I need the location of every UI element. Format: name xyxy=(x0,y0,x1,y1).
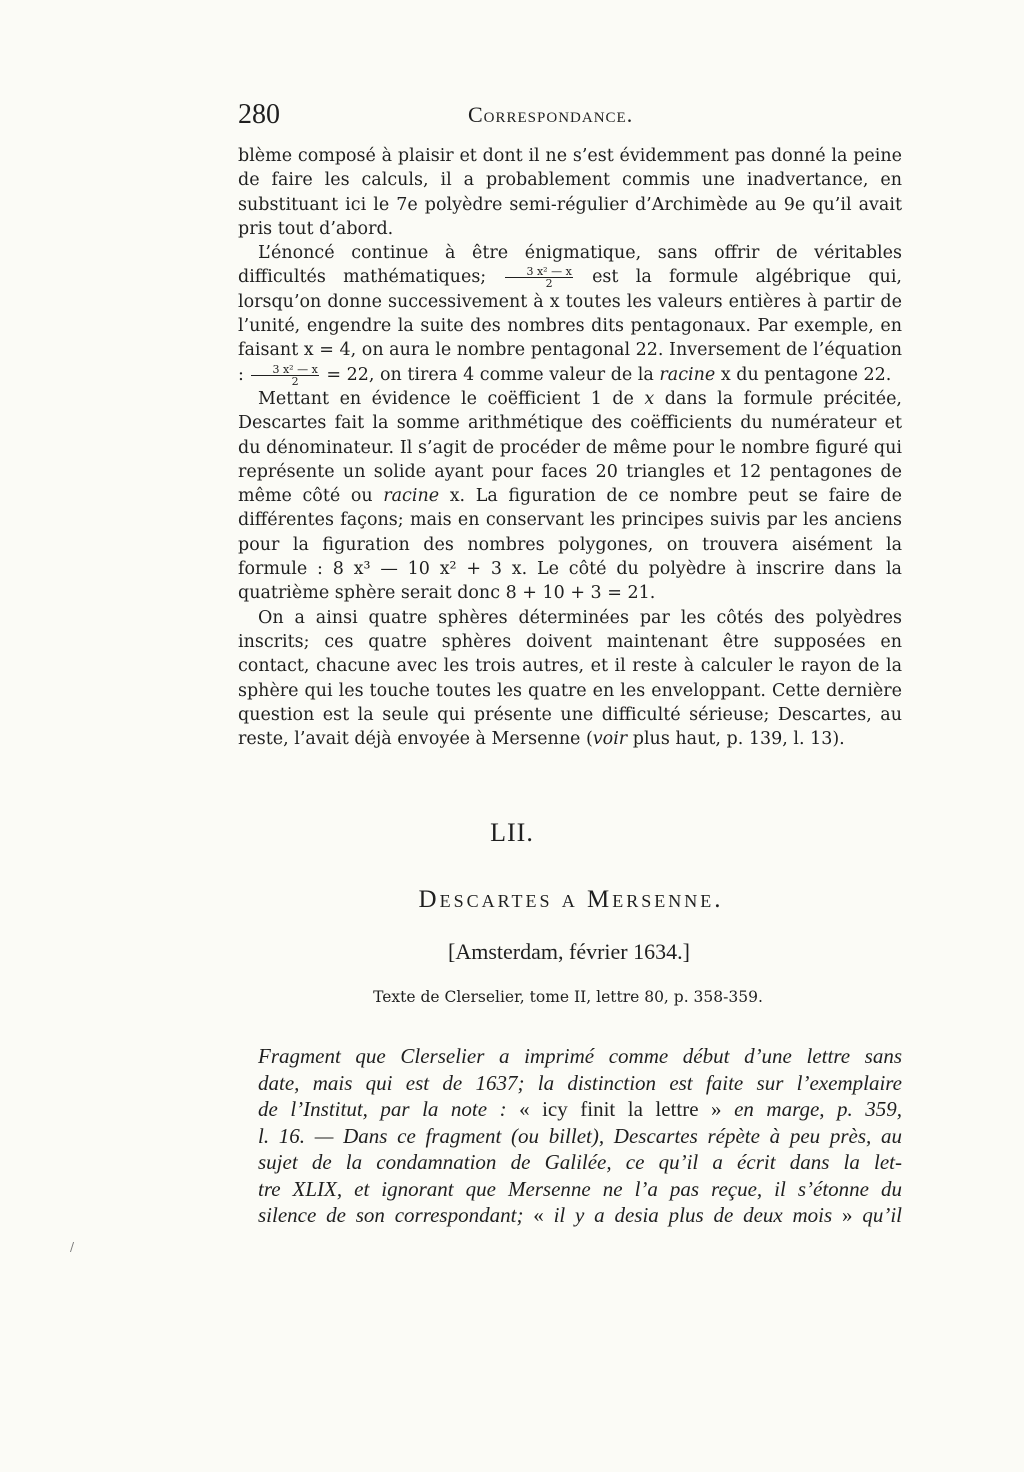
quoted-marginal-note: « icy finit la lettre » xyxy=(519,1097,722,1121)
word-voir: voir xyxy=(592,729,628,750)
paragraph-2-text-b: est la formule algébrique qui, lorsqu’on donne successivement à x toutes les valeurs entières à partir de l’unité, engendre la suite des nombres dits pentagonaux. Par exemple, en faisant x = 4, on aura le nombre pentagonal 22. Inversement de l’équation : xyxy=(238,267,902,385)
fraction-formula-2 xyxy=(251,364,318,387)
intro-line-2-text: date, mais qui est de 1637; la distinction est faite sur l’exemplaire xyxy=(258,1070,902,1095)
fraction-2-denominator: 2 xyxy=(291,374,299,388)
paragraph-4 xyxy=(238,606,902,752)
intro-line: sujet de la condamnation de Galilée, ce qu’il a écrit dans la let- xyxy=(258,1150,902,1174)
intro-line-7-a: silence de son correspondant; xyxy=(258,1203,524,1227)
paragraph-3-text-a: Mettant en évidence le coëfficient 1 de xyxy=(258,388,634,409)
intro-line-7-e: qu’il xyxy=(862,1203,902,1227)
paragraph-1 xyxy=(238,144,902,241)
paragraph-2 xyxy=(238,241,902,387)
paragraph-2-text-c: = 22, on tirera 4 comme valeur de la xyxy=(326,364,654,385)
open-quote: « xyxy=(533,1203,544,1227)
paragraph-4-text-a: On a ainsi quatre sphères déterminées par les côtés des polyèdres inscrits; ces quatre sphères doivent maintenant être supposées en contact, chacune avec les trois autres, et il reste à calculer le rayon de la sphère qui les touche toutes les quatre en les enveloppant. Cette dernière question est la seule qui présente une difficulté sérieuse; Descartes, au reste, l’avait déjà envoyée à Mersenne ( xyxy=(238,607,902,750)
paragraph-1-text: blème composé à plaisir et dont il ne s’est évidemment pas donné la peine de faire les calculs, il a probablement commis une inadvertance, en substituant ici le 7e polyèdre semi-régulier d’Archimède au 9e qu’il avait pris tout d’abord. xyxy=(238,146,902,239)
letter-place-date: [Amsterdam, février 1634.] xyxy=(448,939,690,964)
word-racine: racine xyxy=(659,364,716,385)
letter-number: LII. xyxy=(490,818,534,847)
intro-line-3-c: en marge, p. 359, xyxy=(734,1097,903,1121)
fraction-2-numerator: 3 x² — x xyxy=(251,364,318,376)
intro-line: Fragment que Clerselier a imprimé comme début d’une lettre sans xyxy=(258,1044,902,1068)
intro-line-7-c: il y a desia plus de deux mois xyxy=(553,1203,833,1227)
running-head xyxy=(238,98,668,132)
body-text xyxy=(238,144,902,751)
intro-line: l. 16. — Dans ce fragment (ou billet), Descartes répète à peu près, au xyxy=(258,1123,902,1148)
letter-heading: Descartes a Mersenne. xyxy=(418,886,724,913)
paragraph-3-text-c: x. La figuration de ce nombre peut se faire de différentes façons; mais en conservant les principes suivis par les anciens pour la figuration des nombres polygones, on trouvera aisément la formule : 8 x³ — 10 x² + 3 x. Le côté du polyèdre à inscrire dans la quatrième sphère serait donc 8 + 10 + 3 = 21. xyxy=(238,486,902,604)
paragraph-2-text-d: x du pentagone 22. xyxy=(720,364,892,385)
word-racine: racine xyxy=(383,486,440,507)
source-note: Texte de Clerselier, tome II, lettre 80, p. 358-359. xyxy=(373,988,763,1006)
fraction-1-denominator: 2 xyxy=(545,277,553,291)
fraction-1-numerator: 3 x² — x xyxy=(505,266,572,278)
intro-line xyxy=(258,1070,902,1097)
paragraph-3-text-b: dans la formule précitée, Descartes fait la somme arithmétique des coëfficients du numérateur et du dénominateur. Il s’agit de procéder de même pour le nombre figuré qui représente un solide ayant pour faces 20 triangles et 12 pentagones de même côté ou xyxy=(238,388,902,507)
paragraph-4-text-b: plus haut, p. 139, l. 13). xyxy=(632,729,845,750)
running-title: Correspondance. xyxy=(468,102,634,127)
intro-line xyxy=(258,1202,902,1229)
variable-x: x xyxy=(644,388,655,409)
paper-speck-mark: / xyxy=(70,1240,75,1254)
page-number: 280 xyxy=(238,99,280,130)
fraction-formula-1 xyxy=(505,266,572,289)
editorial-introduction xyxy=(258,1043,902,1229)
paragraph-3 xyxy=(238,387,902,606)
intro-line-3-a: de l’Institut, par la note : xyxy=(258,1097,507,1121)
intro-line xyxy=(258,1096,902,1123)
paragraph-2-text-a: L’énoncé continue à être énigmatique, sans offrir de véritables difficultés mathématiques; xyxy=(238,243,902,288)
intro-line: tre XLIX, et ignorant que Mersenne ne l’a pas reçue, il s’étonne du xyxy=(258,1176,902,1201)
close-quote: » xyxy=(842,1203,853,1227)
